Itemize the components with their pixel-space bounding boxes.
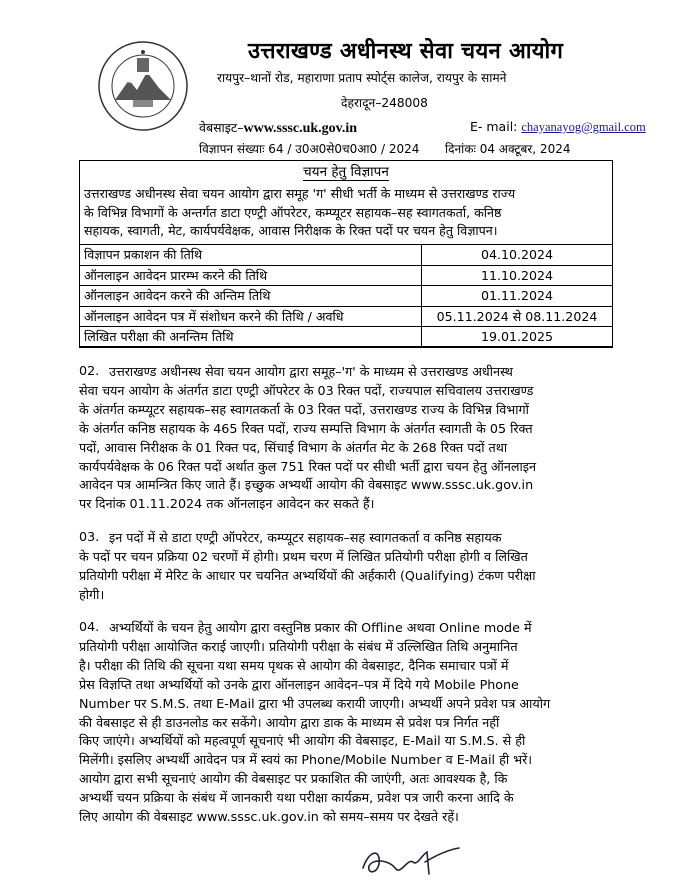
important-dates-table — [79, 244, 613, 348]
paragraph-line: के अंतर्गत कनिष्ठ सहायक के 465 रिक्त पदों, राज्य सम्पत्ति विभाग के अंतर्गत स्वागती के 05 रिक्त — [79, 420, 533, 436]
paragraph-line: प्रेस विज्ञप्ति तथा अभ्यर्थियों को उनके द्वारा ऑनलाइन आवेदन–पत्र में दिये गये Mobile Phone — [79, 676, 519, 692]
paragraph-number: 03. — [79, 529, 100, 544]
address-line-1: रायपुर–थानों रोड, महाराणा प्रताप स्पोर्ट्स कालेज, रायपुर के सामने — [217, 71, 507, 85]
paragraph-line: प्रतियोगी परीक्षा में मेरिट के आधार पर चयनित अभ्यर्थियों की अर्हकारी (Qualifying) टंकण परीक्षा — [79, 567, 536, 583]
date-value: 11.10.2024 — [422, 265, 613, 286]
website-row — [199, 119, 357, 137]
paragraph-line: पदों, आवास निरीक्षक के 01 रिक्त पद, सिंचाई विभाग के अंतर्गत मेट के 268 रिक्त पदों तथा — [79, 439, 508, 455]
date-label: ऑनलाइन आवेदन प्रारम्भ करने की तिथि — [80, 265, 422, 286]
advertisement-number: विज्ञापन संख्याः 64 / उ0अ0से0च0आ0 / 2024 — [199, 142, 420, 156]
email-label: E- mail: — [470, 119, 518, 134]
date-value: 04.10.2024 — [422, 245, 613, 266]
notice-intro — [84, 185, 608, 241]
notice-intro-line: के विभिन्न विभागों के अन्तर्गत डाटा एण्ट्री ऑपरेटर, कम्प्यूटर सहायक–सह स्वागतकर्ता, कनिष्ठ — [84, 204, 502, 220]
notice-intro-line: सहायक, स्वागती, मेट, कार्यपर्यवेक्षक, आवास निरीक्षक के रिक्त पदों पर चयन हेतु विज्ञापन। — [84, 223, 498, 239]
paragraph-line: है। परीक्षा की तिथि की सूचना यथा समय पृथक से आयोग की वेबसाइट, दैनिक समाचार पत्रों में — [79, 657, 509, 673]
email-row — [470, 119, 646, 135]
notice-intro-line: उत्तराखण्ड अधीनस्थ सेवा चयन आयोग द्वारा समूह 'ग' सीधी भर्ती के माध्यम से उत्तराखण्ड राज्य — [84, 186, 516, 201]
paragraph-line: आयोग द्वारा सभी सूचनाएं आयोग की वेबसाइट पर प्रकाशित की जाएंगी, अतः आवश्यक है, कि — [79, 771, 508, 787]
paragraph-line: प्रतियोगी परीक्षा आयोजित कराई जाएगी। प्रतियोगी परीक्षा के संबंध में उल्लिखित तिथि अनुमानित — [79, 638, 518, 654]
paragraph-line: पर दिनांक 01.11.2024 तक ऑनलाइन आवेदन कर सकते हैं। — [79, 496, 375, 512]
paragraph-04 — [79, 619, 631, 827]
date-value: 01.11.2024 — [422, 286, 613, 307]
paragraph-line: इन पदों में से डाटा एण्ट्री ऑपरेटर, कम्प्यूटर सहायक–सह स्वागतकर्ता व कनिष्ठ सहायक — [109, 530, 502, 545]
address-line-2: देहरादून–248008 — [341, 96, 428, 110]
table-row — [80, 286, 613, 307]
paragraph-line: के अंतर्गत कम्प्यूटर सहायक–सह स्वागतकर्ता के 03 रिक्त पदों, उत्तराखण्ड राज्य के विभिन्न विभागों — [79, 401, 529, 417]
date-label: विज्ञापन प्रकाशन की तिथि — [80, 245, 422, 266]
paragraph-line: लिए आयोग की वेबसाइट www.sssc.uk.gov.in को समय–समय पर देखते रहें। — [79, 809, 459, 825]
paragraph-line: अभ्यर्थी चयन प्रक्रिया के संबंध में जानकारी यथा परीक्षा कार्यक्रम, प्रवेश पत्र जारी करना आदि के — [79, 790, 514, 806]
paragraph-line: अभ्यर्थियों के चयन हेतु आयोग द्वारा वस्तुनिष्ठ प्रकार की Offline अथवा Online mode में — [109, 620, 532, 635]
date-label: ऑनलाइन आवेदन करने की अन्तिम तिथि — [80, 286, 422, 307]
notice-title: चयन हेतु विज्ञापन — [303, 164, 389, 180]
paragraph-02 — [79, 363, 631, 514]
paragraph-line: की वेबसाइट से ही डाउनलोड कर सकेंगे। आयोग द्वारा डाक के माध्यम से प्रवेश पत्र निर्गत नहीं — [79, 714, 500, 730]
advertisement-date: दिनांकः 04 अक्टूबर, 2024 — [445, 142, 571, 156]
paragraph-number: 04. — [79, 619, 100, 634]
paragraph-03 — [79, 529, 631, 605]
paragraph-number: 02. — [79, 363, 100, 378]
commission-emblem-icon — [97, 40, 189, 132]
website-link[interactable]: www.sssc.uk.gov.in — [243, 121, 358, 136]
email-link[interactable]: chayanayog@gmail.com — [521, 120, 646, 134]
paragraph-line: Number पर S.M.S. तथा E-Mail द्वारा भी उपलब्ध करायी जाएगी। अभ्यर्थी अपने प्रवेश पत्र आयोग — [79, 695, 551, 711]
paragraph-line: के पदों पर चयन प्रक्रिया 02 चरणों में होगी। प्रथम चरण में लिखित प्रतियोगी परीक्षा होगी व लिखित — [79, 548, 528, 564]
paragraph-line: सेवा चयन आयोग के अंतर्गत डाटा एण्ट्री ऑपरेटर के 03 रिक्त पदों, राज्यपाल सचिवालय उत्तराखण्ड — [79, 382, 534, 398]
table-row — [80, 306, 613, 327]
table-row — [80, 265, 613, 286]
date-label: ऑनलाइन आवेदन पत्र में संशोधन करने की तिथि / अवधि — [80, 306, 422, 327]
paragraph-line: किए जाएंगे। अभ्यर्थियों को महत्वपूर्ण सूचनाएं भी आयोग की वेबसाइट, E-Mail या S.M.S. से ही — [79, 733, 526, 749]
date-value: 19.01.2025 — [422, 327, 613, 348]
date-value: 05.11.2024 से 08.11.2024 — [422, 306, 613, 327]
date-label: लिखित परीक्षा की अनन्तिम तिथि — [80, 327, 422, 348]
table-row — [80, 245, 613, 266]
table-row — [80, 327, 613, 348]
signature-icon — [355, 838, 465, 883]
paragraph-line: होगी। — [79, 586, 105, 602]
paragraph-line: उत्तराखण्ड अधीनस्थ सेवा चयन आयोग द्वारा समूह–'ग' के माध्यम से उत्तराखण्ड अधीनस्थ — [109, 364, 513, 379]
commission-title: उत्तराखण्ड अधीनस्थ सेवा चयन आयोग — [248, 39, 564, 64]
paragraph-line: मिलेंगी। इसलिए अभ्यर्थी आवेदन पत्र में स्वयं का Phone/Mobile Number व E-Mail ही भरें। — [79, 752, 533, 768]
paragraph-line: आवेदन पत्र आमन्त्रित किए जाते हैं। इच्छुक अभ्यर्थी आयोग की वेबसाइट www.sssc.uk.gov.in — [79, 477, 534, 493]
website-label: वेबसाइट– — [199, 120, 244, 135]
paragraph-line: कार्यपर्यवेक्षक के 06 रिक्त पदों अर्थात कुल 751 रिक्त पदों पर सीधी भर्ती द्वारा चयन हेतु ऑनलाइन — [79, 458, 537, 474]
